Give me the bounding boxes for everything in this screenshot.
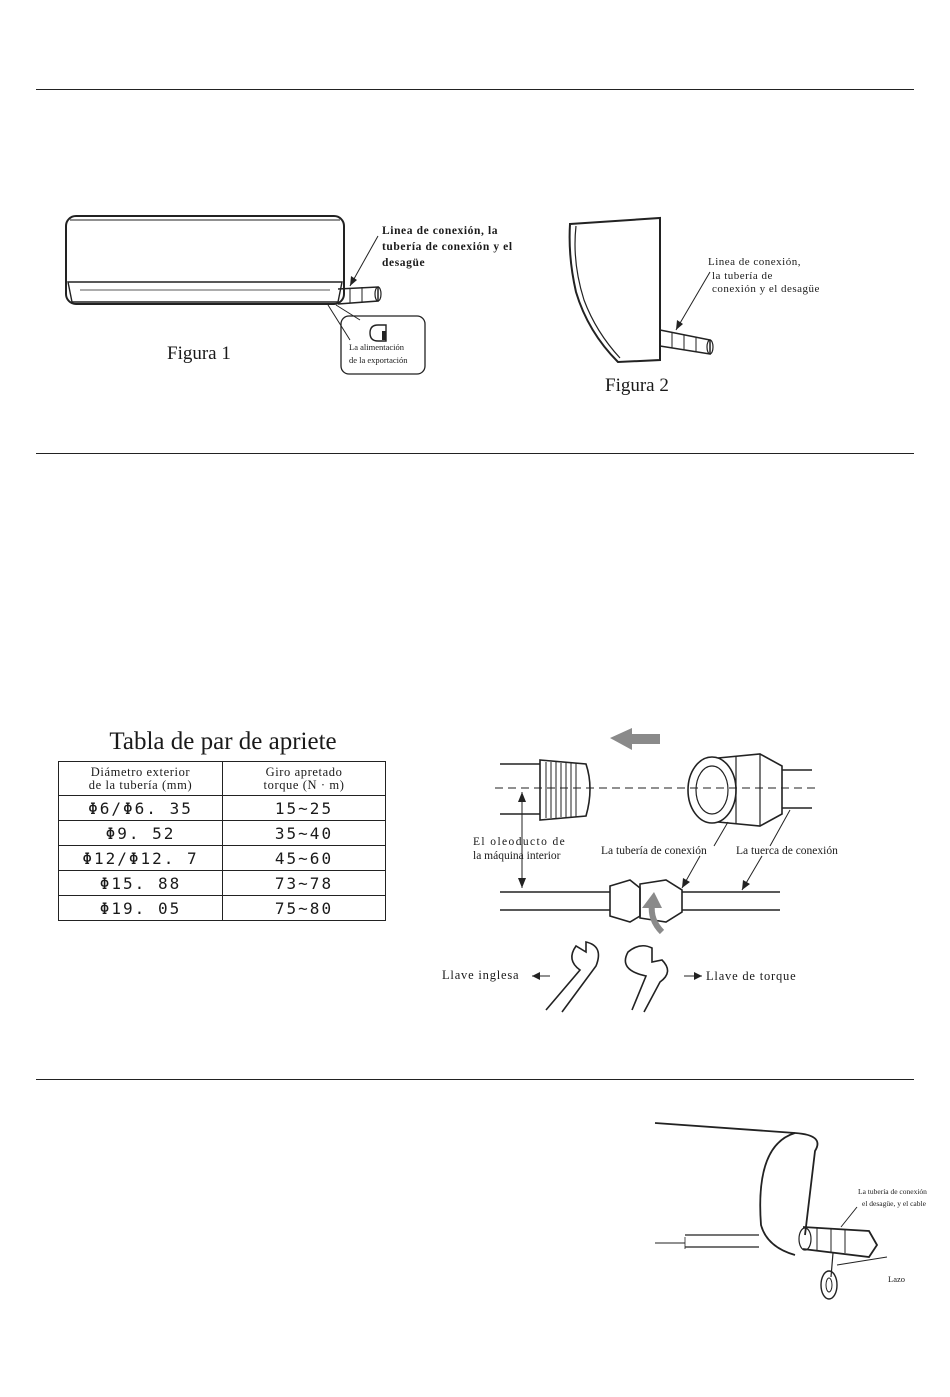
bottom-pipe-wrap-diagram bbox=[655, 1115, 885, 1315]
indoor-pipe-label-1: El oleoducto de bbox=[473, 836, 567, 848]
connection-nut-label: La tuerca de conexión bbox=[736, 845, 838, 857]
cell-torque: 35~40 bbox=[223, 821, 386, 846]
header-torque bbox=[223, 762, 386, 796]
table-row bbox=[59, 796, 386, 821]
cell-torque: 45~60 bbox=[223, 846, 386, 871]
torque-table-title: Tabla de par de apriete bbox=[109, 728, 337, 755]
header-pipe-diameter-line-2: de la tubería (mm) bbox=[88, 777, 193, 792]
header-torque-line-1: Giro apretado bbox=[265, 764, 343, 779]
header-pipe-diameter bbox=[59, 762, 223, 796]
cell-torque: 15~25 bbox=[223, 796, 386, 821]
figure-2-callout-line-3: conexión y el desagüe bbox=[712, 283, 820, 295]
header-pipe-diameter-line-1: Diámetro exterior bbox=[90, 764, 191, 779]
cell-diameter: Φ6/Φ6. 35 bbox=[59, 796, 223, 821]
figure-1-caption: Figura 1 bbox=[167, 343, 231, 364]
figure-1-callout-line-2: tubería de conexión y el bbox=[382, 241, 513, 253]
table-row bbox=[59, 896, 386, 921]
figure-1-callout-line-3: desagüe bbox=[382, 257, 426, 269]
figure-1-inset-label-1: La alimentación bbox=[349, 342, 404, 352]
figure-2-caption: Figura 2 bbox=[605, 375, 669, 396]
table-row bbox=[59, 821, 386, 846]
table-row bbox=[59, 871, 386, 896]
wrench-left-label: Llave inglesa bbox=[442, 968, 520, 982]
loop-label: Lazo bbox=[888, 1274, 905, 1284]
cell-torque: 73~78 bbox=[223, 871, 386, 896]
cell-diameter: Φ15. 88 bbox=[59, 871, 223, 896]
figure-2-indoor-unit-side bbox=[560, 212, 720, 372]
cell-diameter: Φ12/Φ12. 7 bbox=[59, 846, 223, 871]
wrench-right-label: Llave de torque bbox=[706, 969, 797, 983]
figure-1-inset-label-2: de la exportación bbox=[349, 355, 408, 365]
torque-table bbox=[58, 761, 386, 921]
bottom-callout-line-2: el desagüe, y el cable bbox=[862, 1199, 926, 1208]
cell-torque: 75~80 bbox=[223, 896, 386, 921]
section-divider-bottom bbox=[36, 1079, 914, 1080]
header-torque-line-2: torque (N · m) bbox=[263, 777, 345, 792]
table-row bbox=[59, 846, 386, 871]
torque-table-header-row bbox=[59, 762, 386, 796]
indoor-pipe-label-2: la máquina interior bbox=[473, 850, 561, 862]
bottom-callout-line-1: La tubería de conexión bbox=[858, 1187, 927, 1196]
figure-1-callout-line-1: Linea de conexión, la bbox=[382, 225, 499, 237]
cell-diameter: Φ9. 52 bbox=[59, 821, 223, 846]
section-divider-middle bbox=[36, 453, 914, 454]
figure-2-callout-line-2: la tubería de bbox=[712, 270, 773, 282]
connection-pipe-label: La tubería de conexión bbox=[601, 845, 707, 857]
cell-diameter: Φ19. 05 bbox=[59, 896, 223, 921]
section-divider-top bbox=[36, 89, 914, 90]
figure-2-callout-line-1: Linea de conexión, bbox=[708, 256, 801, 268]
